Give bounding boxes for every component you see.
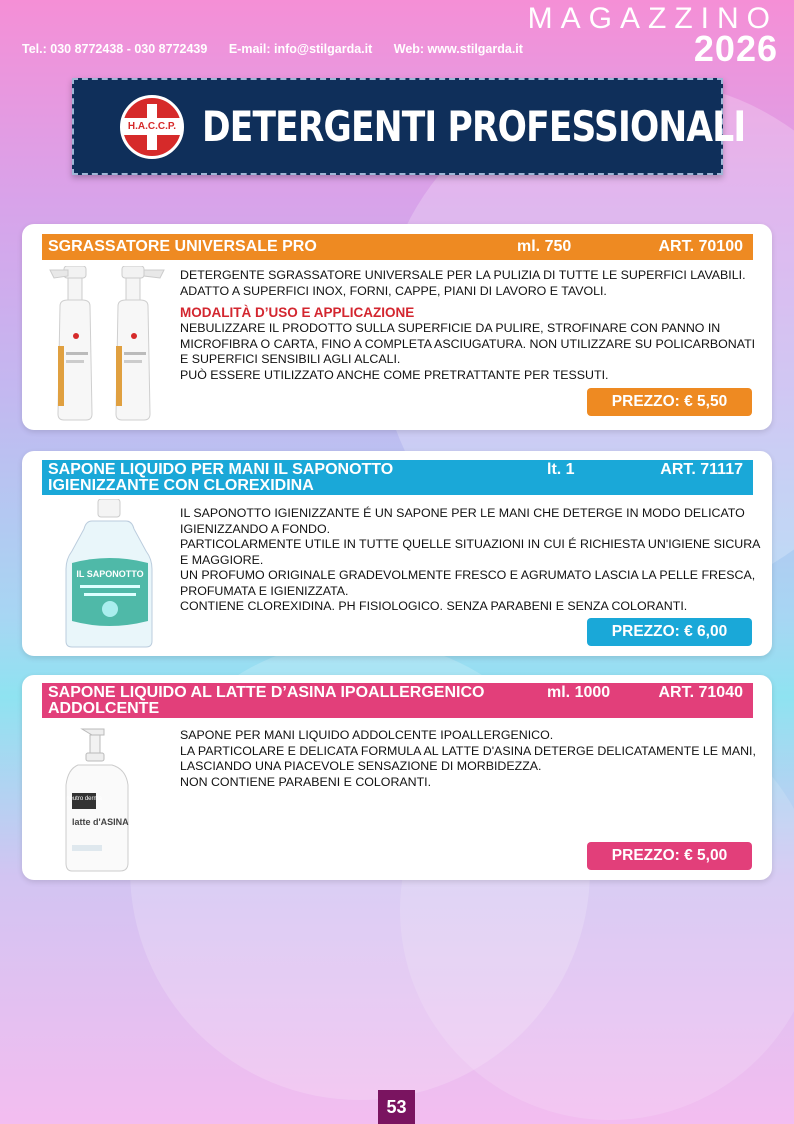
product-name: SAPONE LIQUIDO AL LATTE D’ASINA IPOALLERGENICO ADDOLCENTE: [48, 684, 485, 717]
product-card-latte-asina: [22, 675, 772, 880]
usage-text: NEBULIZZARE IL PRODOTTO SULLA SUPERFICIE DA PULIRE, STROFINARE CON PANNO IN MICROFIBRA O CARTA, FINO A COMPLETA ASCIUGATURA. NON UTILIZZARE SU POLICARBONATI E SUPERFICI SENSIBILI AGLI ALCALI.: [180, 321, 756, 366]
product-description: [180, 728, 760, 790]
description-line: UN PROFUMO ORIGINALE GRADEVOLMENTE FRESCO E AGRUMATO LASCIA LA PELLE FRESCA, PROFUMATA E IGIENIZZATA.: [180, 568, 756, 598]
product-quantity: ml. 1000: [547, 684, 611, 701]
bottle-brand-text: neutro derma: [66, 796, 102, 802]
spray-bottles-image: [42, 266, 172, 422]
product-card-saponotto: [22, 451, 772, 656]
description-line: LA PARTICOLARE E DELICATA FORMULA AL LATTE D'ASINA DETERGE DELICATAMENTE LE MANI, LASCIANDO UNA PIACEVOLE SENSAZIONE DI MORBIDEZZA.: [180, 743, 756, 773]
product-description: [180, 506, 760, 615]
page-number: 53: [378, 1090, 415, 1124]
usage-text-2: PUÒ ESSERE UTILIZZATO ANCHE COME PRETRATTANTE PER TESSUTI.: [180, 367, 609, 382]
product-header: [42, 683, 753, 718]
product-header: [42, 460, 753, 495]
bottle-product-text: latte d'ASINA: [72, 817, 129, 827]
description-text: DETERGENTE SGRASSATORE UNIVERSALE PER LA PULIZIA DI TUTTE LE SUPERFICI LAVABILI. ADATTO A SUPERFICI INOX, FORNI, CAPPE, PIANI DI LAVORO E TAVOLI.: [180, 268, 746, 298]
haccp-badge-icon: [120, 95, 184, 159]
bottle-label-text: IL SAPONOTTO: [76, 569, 144, 579]
description-line: SAPONE PER MANI LIQUIDO ADDOLCENTE IPOALLERGENICO.: [180, 728, 554, 742]
product-article: ART. 71040: [658, 684, 743, 701]
description-line: NON CONTIENE PARABENI E COLORANTI.: [180, 774, 432, 789]
product-card-sgrassatore: [22, 224, 772, 430]
product-name: SAPONE LIQUIDO PER MANI IL SAPONOTTO IGIENIZZANTE CON CLOREXIDINA: [48, 461, 394, 494]
phone-text: Tel.: 030 8772438 - 030 8772439: [22, 42, 208, 56]
description-line: CONTIENE CLOREXIDINA. PH FISIOLOGICO. SENZA PARABENI E SENZA COLORANTI.: [180, 599, 688, 613]
product-header: [42, 234, 753, 260]
product-price: PREZZO: € 5,00: [587, 842, 752, 870]
product-name: SGRASSATORE UNIVERSALE PRO: [48, 238, 317, 255]
contact-bar: [22, 42, 541, 56]
section-title: DETERGENTI PROFESSIONALI: [202, 102, 746, 151]
pump-bottle-image: [64, 725, 134, 873]
catalog-year: 2026: [693, 28, 778, 69]
catalog-brand: [527, 2, 778, 69]
section-title-banner: [72, 78, 746, 175]
description-line: IL SAPONOTTO IGIENIZZANTE É UN SAPONE PER LE MANI CHE DETERGE IN MODO DELICATO IGIENIZZANDO A FONDO.: [180, 506, 745, 536]
product-description: [180, 268, 760, 383]
product-price: PREZZO: € 6,00: [587, 618, 752, 646]
description-line: PARTICOLARMENTE UTILE IN TUTTE QUELLE SITUAZIONI IN CUI É RICHIESTA UN'IGIENE SICURA E MAGGIORE.: [180, 537, 760, 567]
product-price: PREZZO: € 5,50: [587, 388, 752, 416]
catalog-name: MAGAZZINO: [527, 2, 778, 35]
web-text: Web: www.stilgarda.it: [393, 42, 523, 56]
email-text: E-mail: info@stilgarda.it: [228, 42, 373, 56]
product-article: ART. 70100: [658, 238, 743, 255]
product-quantity: ml. 750: [517, 238, 572, 255]
usage-title: MODALITÀ D’USO E APPLICAZIONE: [180, 305, 415, 320]
product-quantity: lt. 1: [547, 461, 575, 478]
soap-bottle-image: [62, 499, 157, 649]
product-article: ART. 71117: [660, 461, 743, 478]
haccp-badge-text: H.A.C.C.P.: [123, 118, 181, 135]
